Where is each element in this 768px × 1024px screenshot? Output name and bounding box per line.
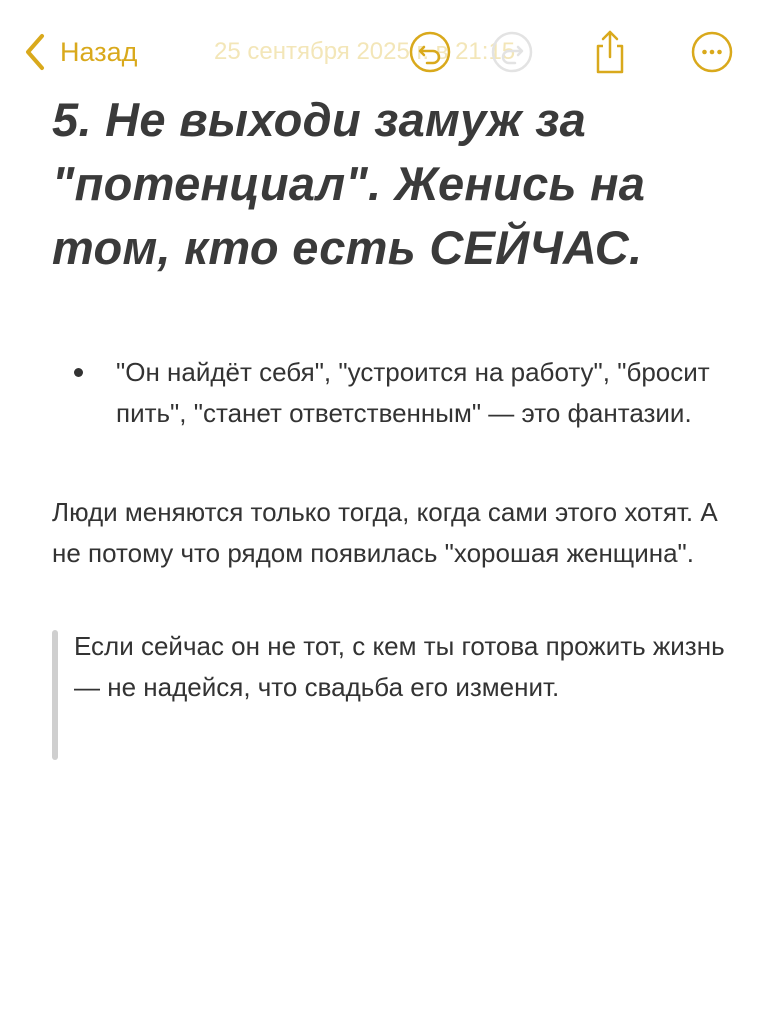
bullet-list <box>52 352 732 434</box>
undo-button[interactable] <box>408 30 452 74</box>
block-quote <box>52 626 732 708</box>
redo-icon <box>490 30 534 74</box>
back-label: Назад <box>60 36 138 67</box>
back-button[interactable] <box>22 30 137 74</box>
undo-icon <box>408 30 452 74</box>
bullet-text: "Он найдёт себя", "устроится на работу", "бросит пить", "станет ответственным" — это фантазии. <box>116 357 710 428</box>
list-item <box>52 352 732 434</box>
quote-text: Если сейчас он не тот, с кем ты готова прожить жизнь — не надейся, что свадьба его изменит. <box>74 631 725 702</box>
note-body[interactable] <box>52 88 732 708</box>
toolbar <box>0 0 768 100</box>
note-heading: 5. Не выходи замуж за "потенциал". Женись на том, кто есть СЕЙЧАС. <box>52 93 646 274</box>
redo-button[interactable] <box>490 30 534 74</box>
bullet-dot <box>74 368 83 377</box>
share-button[interactable] <box>588 30 632 74</box>
note-date: 25 сентября 2025 г. в 21:15 <box>214 38 516 65</box>
quote-bar <box>52 630 58 760</box>
chevron-left-icon <box>22 32 48 72</box>
more-button[interactable] <box>690 30 734 74</box>
more-icon <box>690 30 734 74</box>
note-paragraph: Люди меняются только тогда, когда сами этого хотят. А не потому что рядом появилась "хорошая женщина". <box>52 497 718 568</box>
share-icon <box>588 30 632 74</box>
